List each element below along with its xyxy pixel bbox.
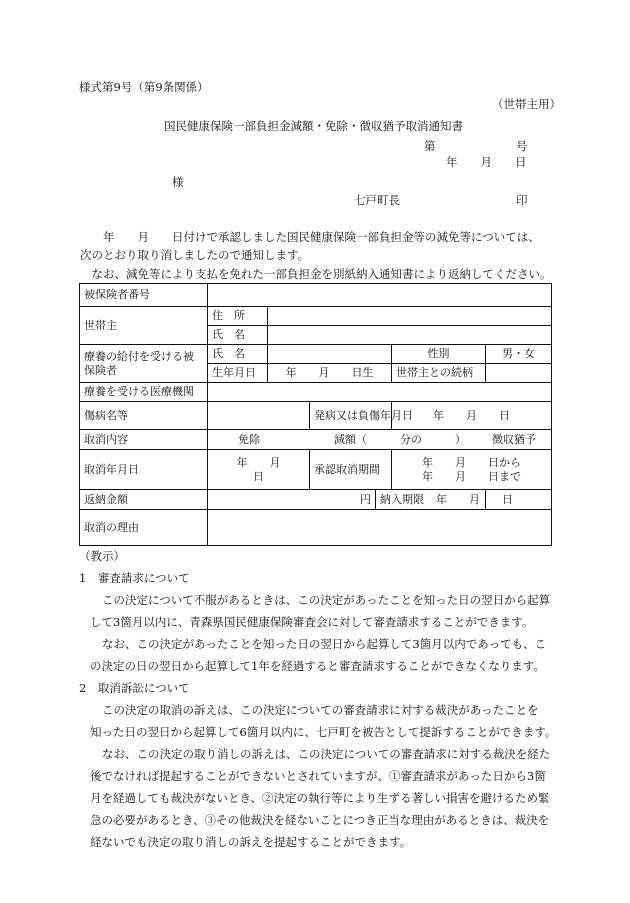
cancel-date-line: 日 (253, 469, 264, 483)
cancel-content-label: 取消内容 (80, 430, 208, 450)
addressee-suffix: 様 (172, 175, 184, 189)
period-from: 年 月 日から (422, 455, 521, 469)
table-row (80, 490, 552, 510)
option-exemption[interactable]: 免除 (238, 432, 260, 446)
due-date-value: 年 月 日 (436, 492, 513, 506)
intro-line: 次のとおり取り消しましたので通知します。 (80, 248, 310, 262)
reason-field[interactable] (208, 510, 552, 546)
instruction-line: 後でなければ提起することができないとされていますが、①審査請求があった日から3箇 (90, 769, 546, 783)
beneficiary-label: 療養の給付を受ける被保険者 (80, 345, 208, 383)
beneficiary-name-label: 氏 名 (208, 345, 268, 364)
householder-name-label: 氏 名 (208, 326, 268, 345)
doc-number-suffix: 号 (516, 139, 528, 153)
table-row (80, 510, 552, 546)
table-row (80, 284, 552, 307)
instruction-line: この決定の取消の訴えは、この決定についての審査請求に対する裁決があったことを (102, 703, 539, 717)
refund-amount-field[interactable]: 円 (208, 490, 376, 510)
instruction-line: の決定の日の翌日から起算して1年を経過すると審査請求することができなくなります。 (90, 659, 545, 673)
section-heading: 1 審査請求について (79, 571, 190, 585)
instruction-line: なお、この決定があったことを知った日の翌日から起算して3箇月以内であっても、こ (102, 637, 547, 651)
instruction-line: して3箇月以内に、青森県国民健康保険審査会に対して審査請求することができます。 (90, 615, 534, 629)
cancel-date-label: 取消年月日 (80, 450, 208, 490)
cancel-content-options (208, 430, 552, 450)
due-date-label: 納入期限 (376, 490, 486, 510)
institution-label: 療養を受ける医療機関 (80, 383, 208, 402)
institution-field[interactable] (208, 383, 552, 402)
approval-period-label: 承認取消期間 (310, 450, 392, 490)
insured-number-label: 被保険者番号 (80, 284, 208, 307)
table-row (80, 430, 552, 450)
householder-address-field[interactable] (268, 307, 552, 326)
relation-field[interactable] (486, 364, 552, 383)
issuer-name: 七戸町長 (354, 193, 400, 207)
period-to: 年 月 日まで (422, 469, 521, 483)
birthdate-field[interactable]: 年 月 日生 (268, 364, 392, 383)
onset-field[interactable]: 年 月 日 (392, 402, 552, 430)
instruction-heading: （教示） (79, 549, 125, 563)
intro-line: 年 月 日付けで承認しました国民健康保険一部負担金等の減免等については、 (80, 230, 540, 244)
cancel-date-line: 年 月 (236, 455, 281, 469)
householder-label: 世帯主 (80, 307, 208, 345)
seal-mark: 印 (516, 193, 528, 207)
table-row (80, 345, 552, 364)
intro-paragraph (80, 228, 560, 283)
cancel-date-field[interactable] (208, 450, 310, 490)
doc-number-prefix: 第 (424, 139, 436, 153)
intro-line: なお、減免等により支払を免れた一部負担金を別紙納入通知書により返納してください。 (80, 267, 552, 281)
option-reduction[interactable]: 減額（ 分の ） (334, 432, 466, 446)
instruction-line: なお、この決定の取り消しの訴えは、この決定についての審査請求に対する裁決を経た (102, 747, 551, 761)
approval-period-field[interactable] (392, 450, 552, 490)
refund-amount-label: 返納金額 (80, 490, 208, 510)
table-row (80, 307, 552, 326)
instruction-line: 月を経過しても裁決がないとき、②決定の執行等により生ずる著しい損害を避けるため緊 (90, 791, 550, 805)
table-row (80, 450, 552, 490)
instruction-line: 知った日の翌日から起算して6箇月以内に、七戸町を被告として提訴することができます。 (90, 725, 557, 739)
due-date-field[interactable] (436, 490, 552, 510)
birthdate-label: 生年月日 (208, 364, 268, 383)
instruction-line: 急の必要があるとき、③その他裁決を経ないことにつき正当な理由があるときは、裁決を (90, 813, 550, 827)
householder-name-field[interactable] (268, 326, 552, 345)
table-row (80, 402, 552, 430)
reason-label: 取消の理由 (80, 510, 208, 546)
table-row (80, 383, 552, 402)
onset-label: 発病又は負傷年月日 (310, 402, 392, 430)
recipient-type: （世帯主用） (492, 97, 561, 111)
disease-label: 傷病名等 (80, 402, 208, 430)
relation-label: 世帯主との続柄 (392, 364, 486, 383)
issue-date: 年 月 日 (446, 155, 527, 169)
option-deferral[interactable]: 徴収猶予 (492, 432, 536, 446)
sex-options[interactable]: 男・女 (486, 345, 552, 364)
cancellation-form-table (79, 283, 552, 546)
form-number: 様式第9号（第9条関係） (79, 80, 209, 94)
instruction-line: 経ないでも決定の取り消しの訴えを提起することができます。 (90, 835, 412, 849)
instruction-section (79, 545, 559, 853)
householder-address-label: 住 所 (208, 307, 268, 326)
sex-label: 性別 (392, 345, 486, 364)
insured-number-field[interactable] (208, 284, 552, 307)
instruction-line: この決定について不服があるときは、この決定があったことを知った日の翌日から起算 (102, 593, 551, 607)
section-heading: 2 取消訴訟について (79, 681, 190, 695)
disease-field[interactable] (208, 402, 310, 430)
beneficiary-name-field[interactable] (268, 345, 392, 364)
page-title: 国民健康保険一部負担金減額・免除・徴収猶予取消通知書 (164, 119, 463, 133)
